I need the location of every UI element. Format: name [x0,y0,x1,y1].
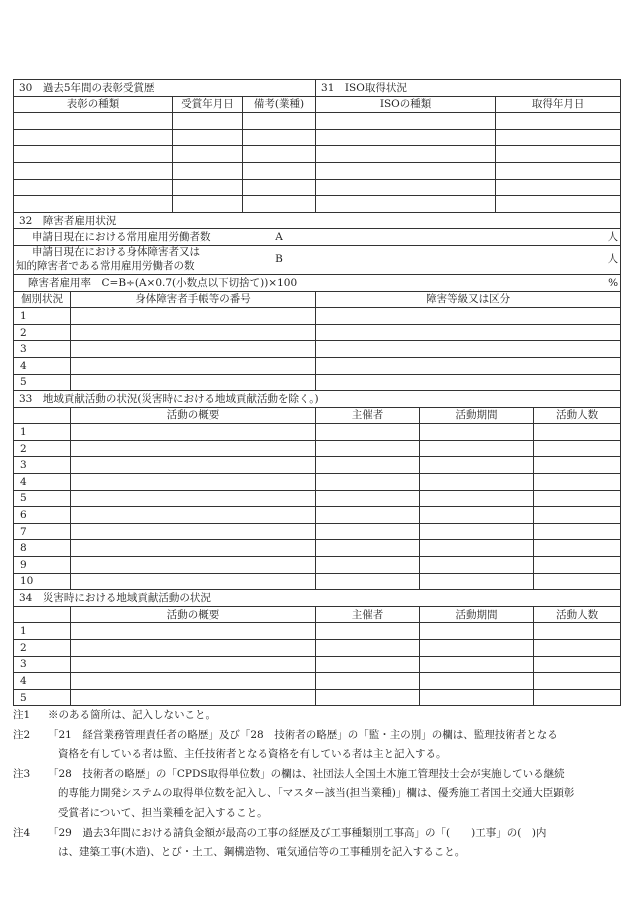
row-number: 3 [14,656,71,673]
award-iso-row [14,113,621,130]
row-number: 1 [14,623,71,640]
award-date-cell[interactable] [173,113,243,130]
disabled-count-row [14,245,621,274]
award-date-header: 受賞年月日 [173,96,243,113]
disability-grade-cell[interactable] [316,341,621,358]
participant-count-cell[interactable] [534,656,621,673]
row-number: 5 [14,374,71,391]
section-33-activity-row [14,424,621,441]
row-number: 4 [14,474,71,491]
row-number: 4 [14,357,71,374]
section-33-activity-row [14,540,621,557]
section-32-title-row [14,212,621,229]
row-number: 5 [14,689,71,706]
note-label: 注3 [13,767,31,780]
handbook-number-header: 身体障害者手帳等の番号 [71,291,316,308]
disability-grade-cell[interactable] [316,357,621,374]
note-label: 注4 [13,826,31,839]
section-33-activity-row [14,557,621,574]
handbook-number-cell[interactable] [71,308,316,325]
note-line: は、建築工事(木造)、とび・土工、鋼構造物、電気通信等の工事種別を記入すること。 [58,846,466,859]
award-remarks-cell[interactable] [243,113,316,130]
section-34-activity-row [14,673,621,690]
iso-date-cell[interactable] [496,162,621,179]
disability-grade-header: 障害等級又は区分 [316,291,621,308]
award-remarks-cell[interactable] [243,129,316,146]
section-33-activity-row [14,490,621,507]
activity-period-cell[interactable] [420,689,534,706]
award-date-cell[interactable] [173,162,243,179]
award-type-cell[interactable] [14,162,173,179]
award-type-header: 表彰の種類 [14,96,173,113]
award-remarks-cell[interactable] [243,179,316,196]
participant-count-cell[interactable] [534,507,621,524]
organizer-cell[interactable] [316,440,420,457]
activity-period-header: 活動期間 [420,606,534,623]
row-number: 1 [14,424,71,441]
note-label: 注2 [13,728,31,741]
section-32-header-row [14,291,621,308]
employee-count-row [14,229,621,246]
award-iso-row [14,129,621,146]
note-line: 資格を有している者は監、主任技術者となる資格を有している者は主と記入する。 [58,748,447,761]
participant-count-header: 活動人数 [534,407,621,424]
row-number: 6 [14,507,71,524]
employee-count-unit: 人 [316,229,621,246]
employment-rate-row [14,274,621,291]
participant-count-cell[interactable] [534,523,621,540]
iso-type-cell[interactable] [316,162,496,179]
note-text [48,706,620,726]
activity-period-cell[interactable] [420,490,534,507]
section-34-header-row [14,606,621,623]
iso-date-cell[interactable] [496,146,621,163]
activity-period-cell[interactable] [420,440,534,457]
section-33-activity-row [14,507,621,524]
disabled-employee-row [14,308,621,325]
note-text [48,765,620,824]
organizer-header: 主催者 [316,606,420,623]
participant-count-cell[interactable] [534,573,621,590]
activity-period-cell[interactable] [420,457,534,474]
note-line: 「28 技術者の略歴」の「CPDS取得単位数」の欄は、社団法人全国土木施工管理技士会が実施している継続 [48,767,565,780]
award-iso-row [14,162,621,179]
award-date-cell[interactable] [173,146,243,163]
section-33-activity-row [14,523,621,540]
row-number: 8 [14,540,71,557]
section-34-title-row [14,590,621,607]
award-iso-row [14,196,621,213]
note-text [48,726,620,765]
award-type-cell[interactable] [14,113,173,130]
activity-summary-cell[interactable] [71,689,316,706]
activity-summary-cell[interactable] [71,507,316,524]
row-number: 3 [14,457,71,474]
activity-period-cell[interactable] [420,523,534,540]
row-number: 2 [14,324,71,341]
organizer-cell[interactable] [316,623,420,640]
award-date-cell[interactable] [173,179,243,196]
iso-type-cell[interactable] [316,129,496,146]
section-33-header-row [14,407,621,424]
row-number: 9 [14,557,71,574]
activity-summary-cell[interactable] [71,424,316,441]
section-34-activity-row [14,623,621,640]
disabled-count-unit: 人 [316,245,621,274]
organizer-cell[interactable] [316,474,420,491]
note-line: 「21 経営業務管理責任者の略歴」及び「28 技術者の略歴」の「監・主の別」の欄は、監理技術者となる [48,728,558,741]
handbook-number-cell[interactable] [71,341,316,358]
disability-grade-cell[interactable] [316,308,621,325]
section-34-activity-row [14,640,621,657]
award-remarks-cell[interactable] [243,146,316,163]
participant-count-cell[interactable] [534,640,621,657]
note-item [13,765,620,824]
organizer-cell[interactable] [316,557,420,574]
award-remarks-cell[interactable] [243,162,316,179]
participant-count-cell[interactable] [534,490,621,507]
activity-summary-cell[interactable] [71,673,316,690]
disabled-employee-row [14,374,621,391]
disabled-count-label-line2: 知的障害者である常用雇用労働者の数 [16,259,195,272]
organizer-cell[interactable] [316,523,420,540]
award-type-cell[interactable] [14,196,173,213]
award-date-cell[interactable] [173,196,243,213]
activity-summary-cell[interactable] [71,457,316,474]
activity-summary-cell[interactable] [71,440,316,457]
participant-count-cell[interactable] [534,689,621,706]
participant-count-cell[interactable] [534,457,621,474]
mark-a: A [243,229,316,246]
iso-date-cell[interactable] [496,179,621,196]
row-number: 1 [14,308,71,325]
note-line: 的専能力開発システムの取得単位数を記入し、「マスター該当(担当業種)」欄は、優秀施工者国土交通大臣顕彰 [58,787,575,800]
activity-summary-cell[interactable] [71,656,316,673]
handbook-number-cell[interactable] [71,324,316,341]
activity-summary-cell[interactable] [71,640,316,657]
employment-rate-label: 障害者雇用率 C=B÷(A×0.7(小数点以下切捨て))×100 [14,274,316,291]
organizer-cell[interactable] [316,457,420,474]
section-30-title: 30 過去5年間の表彰受賞歴 [14,80,316,97]
organizer-header: 主催者 [316,407,420,424]
row-number: 3 [14,341,71,358]
blank-header-cell [14,606,71,623]
section-34-title: 34 災害時における地域貢献活動の状況 [14,590,621,607]
activity-period-cell[interactable] [420,656,534,673]
participant-count-cell[interactable] [534,673,621,690]
note-label: 注1 [13,709,31,721]
participant-count-cell[interactable] [534,440,621,457]
section-30-31-title-row [14,80,621,97]
row-number: 2 [14,640,71,657]
award-remarks-header: 備考(業種) [243,96,316,113]
note-item [13,706,620,726]
award-type-cell[interactable] [14,146,173,163]
disability-grade-cell[interactable] [316,324,621,341]
activity-summary-cell[interactable] [71,474,316,491]
section-33-title-row [14,391,621,408]
disabled-employee-row [14,341,621,358]
organizer-cell[interactable] [316,490,420,507]
activity-summary-cell[interactable] [71,523,316,540]
activity-summary-cell[interactable] [71,557,316,574]
row-number: 5 [14,490,71,507]
participant-count-cell[interactable] [534,557,621,574]
iso-date-header: 取得年月日 [496,96,621,113]
iso-type-cell[interactable] [316,146,496,163]
iso-type-cell[interactable] [316,179,496,196]
row-number: 2 [14,440,71,457]
employment-rate-unit: % [316,274,621,291]
activity-summary-header: 活動の概要 [71,407,316,424]
iso-type-cell[interactable] [316,196,496,213]
section-34-activity-row [14,656,621,673]
activity-period-cell[interactable] [420,573,534,590]
note-item [13,726,620,765]
section-33-activity-row [14,573,621,590]
award-iso-row [14,179,621,196]
activity-summary-cell[interactable] [71,490,316,507]
note-line: ※のある箇所は、記入しないこと。 [48,709,216,721]
disabled-count-label-line1: 申請日現在における身体障害者又は [32,246,200,259]
activity-period-cell[interactable] [420,540,534,557]
notes-section [13,706,620,863]
row-number: 10 [14,573,71,590]
iso-type-header: ISOの種類 [316,96,496,113]
participant-count-cell[interactable] [534,623,621,640]
iso-type-cell[interactable] [316,113,496,130]
section-31-title: 31 ISO取得状況 [316,80,621,97]
iso-date-cell[interactable] [496,196,621,213]
organizer-cell[interactable] [316,424,420,441]
disabled-employee-row [14,324,621,341]
award-date-cell[interactable] [173,129,243,146]
iso-date-cell[interactable] [496,113,621,130]
activity-period-cell[interactable] [420,640,534,657]
organizer-cell[interactable] [316,673,420,690]
row-number: 4 [14,673,71,690]
organizer-cell[interactable] [316,689,420,706]
handbook-number-cell[interactable] [71,357,316,374]
organizer-cell[interactable] [316,640,420,657]
section-32-title: 32 障害者雇用状況 [14,212,621,229]
activity-summary-cell[interactable] [71,540,316,557]
activity-period-cell[interactable] [420,623,534,640]
individual-status-header: 個別状況 [14,291,71,308]
application-form-table [13,79,621,706]
participant-count-cell[interactable] [534,474,621,491]
activity-period-cell[interactable] [420,474,534,491]
section-30-31-header-row [14,96,621,113]
disability-grade-cell[interactable] [316,374,621,391]
section-33-title: 33 地域貢献活動の状況(災害時における地域貢献活動を除く。) [14,391,621,408]
award-type-cell[interactable] [14,129,173,146]
activity-period-cell[interactable] [420,557,534,574]
disabled-employee-row [14,357,621,374]
organizer-cell[interactable] [316,656,420,673]
section-33-activity-row [14,457,621,474]
note-text [48,824,620,863]
disabled-count-label [14,245,243,274]
iso-date-cell[interactable] [496,129,621,146]
award-iso-row [14,146,621,163]
section-34-activity-row [14,689,621,706]
activity-period-cell[interactable] [420,424,534,441]
row-number: 7 [14,523,71,540]
organizer-cell[interactable] [316,573,420,590]
activity-period-cell[interactable] [420,673,534,690]
award-type-cell[interactable] [14,179,173,196]
activity-summary-header: 活動の概要 [71,606,316,623]
employee-count-label: 申請日現在における常用雇用労働者数 [14,229,243,246]
section-33-activity-row [14,474,621,491]
note-item [13,824,620,863]
organizer-cell[interactable] [316,540,420,557]
note-line: 受賞者について、担当業種を記入すること。 [58,806,268,819]
participant-count-cell[interactable] [534,424,621,441]
mark-b: B [243,245,316,274]
blank-header-cell [14,407,71,424]
participant-count-cell[interactable] [534,540,621,557]
activity-period-header: 活動期間 [420,407,534,424]
organizer-cell[interactable] [316,507,420,524]
activity-period-cell[interactable] [420,507,534,524]
activity-summary-cell[interactable] [71,573,316,590]
note-line: 「29 過去3年間における請負金額が最高の工事の経歴及び工事種類別工事高」の「( )工事」の( )内 [48,826,547,839]
activity-summary-cell[interactable] [71,623,316,640]
award-remarks-cell[interactable] [243,196,316,213]
handbook-number-cell[interactable] [71,374,316,391]
participant-count-header: 活動人数 [534,606,621,623]
section-33-activity-row [14,440,621,457]
